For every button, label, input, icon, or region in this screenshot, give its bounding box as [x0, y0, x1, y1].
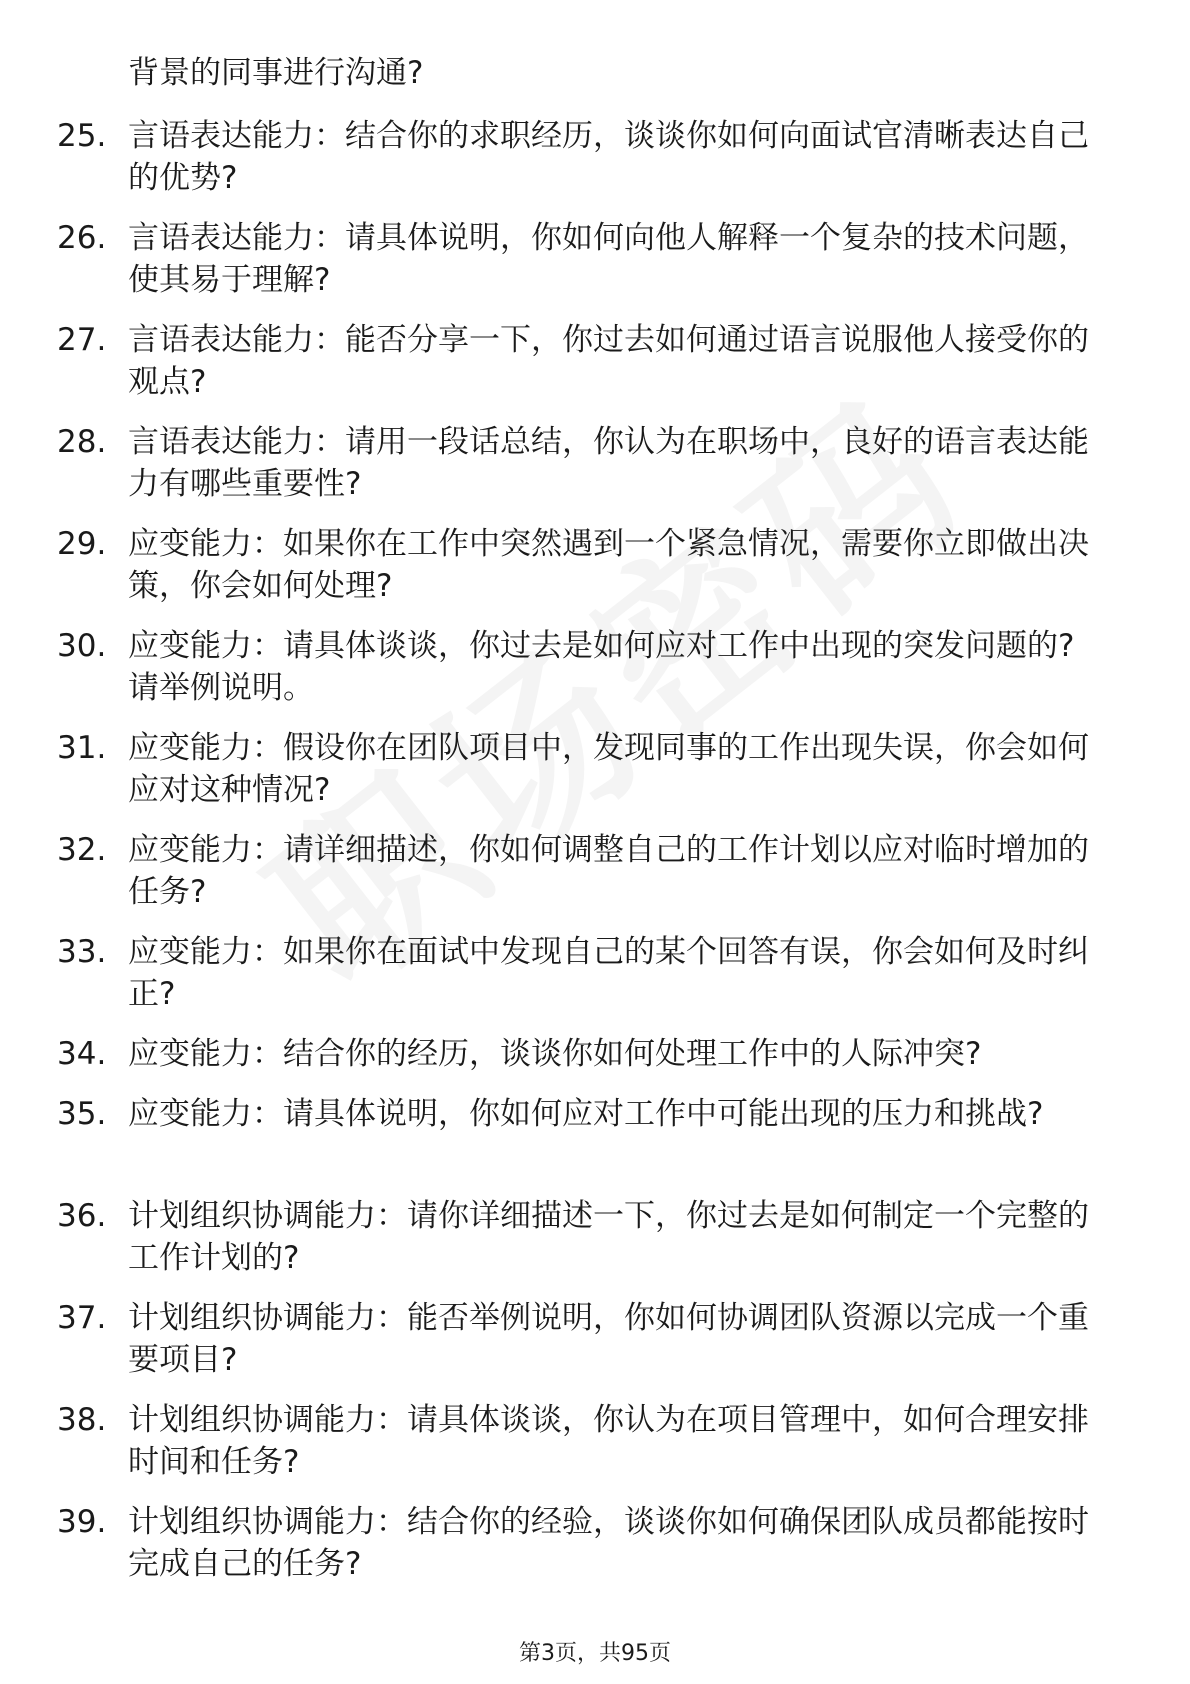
question-number: 32. [57, 832, 107, 868]
question-item [0, 1195, 1190, 1297]
question-text: 应变能力：如果你在工作中突然遇到一个紧急情况，需要你立即做出决策，你会如何处理? [128, 526, 1089, 604]
question-item [0, 727, 1190, 829]
question-text: 应变能力：假设你在团队项目中，发现同事的工作出现失误，你会如何应对这种情况? [128, 730, 1089, 808]
question-number: 27. [57, 322, 107, 358]
question-item [0, 625, 1190, 727]
question-text: 计划组织协调能力：请具体谈谈，你认为在项目管理中，如何合理安排时间和任务? [128, 1402, 1089, 1480]
question-text: 计划组织协调能力：请你详细描述一下，你过去是如何制定一个完整的工作计划的? [128, 1198, 1089, 1276]
question-text: 言语表达能力：请用一段话总结，你认为在职场中，良好的语言表达能力有哪些重要性? [128, 424, 1089, 502]
question-list [0, 115, 1190, 1603]
question-number: 28. [57, 424, 107, 460]
question-number: 36. [57, 1198, 107, 1234]
question-text: 应变能力：请详细描述，你如何调整自己的工作计划以应对临时增加的任务? [128, 832, 1089, 910]
question-text: 计划组织协调能力：能否举例说明，你如何协调团队资源以完成一个重要项目? [128, 1300, 1089, 1378]
question-text: 应变能力：结合你的经历，谈谈你如何处理工作中的人际冲突? [128, 1036, 982, 1072]
question-item [0, 1093, 1190, 1195]
question-item [0, 523, 1190, 625]
question-item [0, 115, 1190, 217]
question-number: 35. [57, 1096, 107, 1132]
question-item [0, 829, 1190, 931]
question-number: 31. [57, 730, 107, 766]
question-item [0, 421, 1190, 523]
question-number: 26. [57, 220, 107, 256]
question-number: 34. [57, 1036, 107, 1072]
question-text: 言语表达能力：能否分享一下，你过去如何通过语言说服他人接受你的观点? [128, 322, 1089, 400]
question-item [0, 931, 1190, 1033]
question-item [0, 1033, 1190, 1093]
question-number: 33. [57, 934, 107, 970]
question-text: 应变能力：如果你在面试中发现自己的某个回答有误，你会如何及时纠正? [128, 934, 1089, 1012]
question-number: 25. [57, 118, 107, 154]
question-text: 应变能力：请具体说明，你如何应对工作中可能出现的压力和挑战? [128, 1096, 1044, 1132]
question-item [0, 217, 1190, 319]
page-footer: 第3页，共95页 [519, 1641, 671, 1666]
question-item [0, 319, 1190, 421]
question-number: 29. [57, 526, 107, 562]
question-item [0, 1297, 1190, 1399]
question-number: 37. [57, 1300, 107, 1336]
question-text: 言语表达能力：请具体说明，你如何向他人解释一个复杂的技术问题，使其易于理解? [128, 220, 1089, 298]
question-text: 言语表达能力：结合你的求职经历，谈谈你如何向面试官清晰表达自己的优势? [128, 118, 1089, 196]
question-item [0, 1399, 1190, 1501]
question-number: 38. [57, 1402, 107, 1438]
question-number: 39. [57, 1504, 107, 1540]
carryover-text: 背景的同事进行沟通? [128, 55, 424, 91]
question-item [0, 1501, 1190, 1603]
question-number: 30. [57, 628, 107, 664]
question-text: 应变能力：请具体谈谈，你过去是如何应对工作中出现的突发问题的? 请举例说明。 [128, 628, 1075, 706]
question-text: 计划组织协调能力：结合你的经验，谈谈你如何确保团队成员都能按时完成自己的任务? [128, 1504, 1089, 1582]
